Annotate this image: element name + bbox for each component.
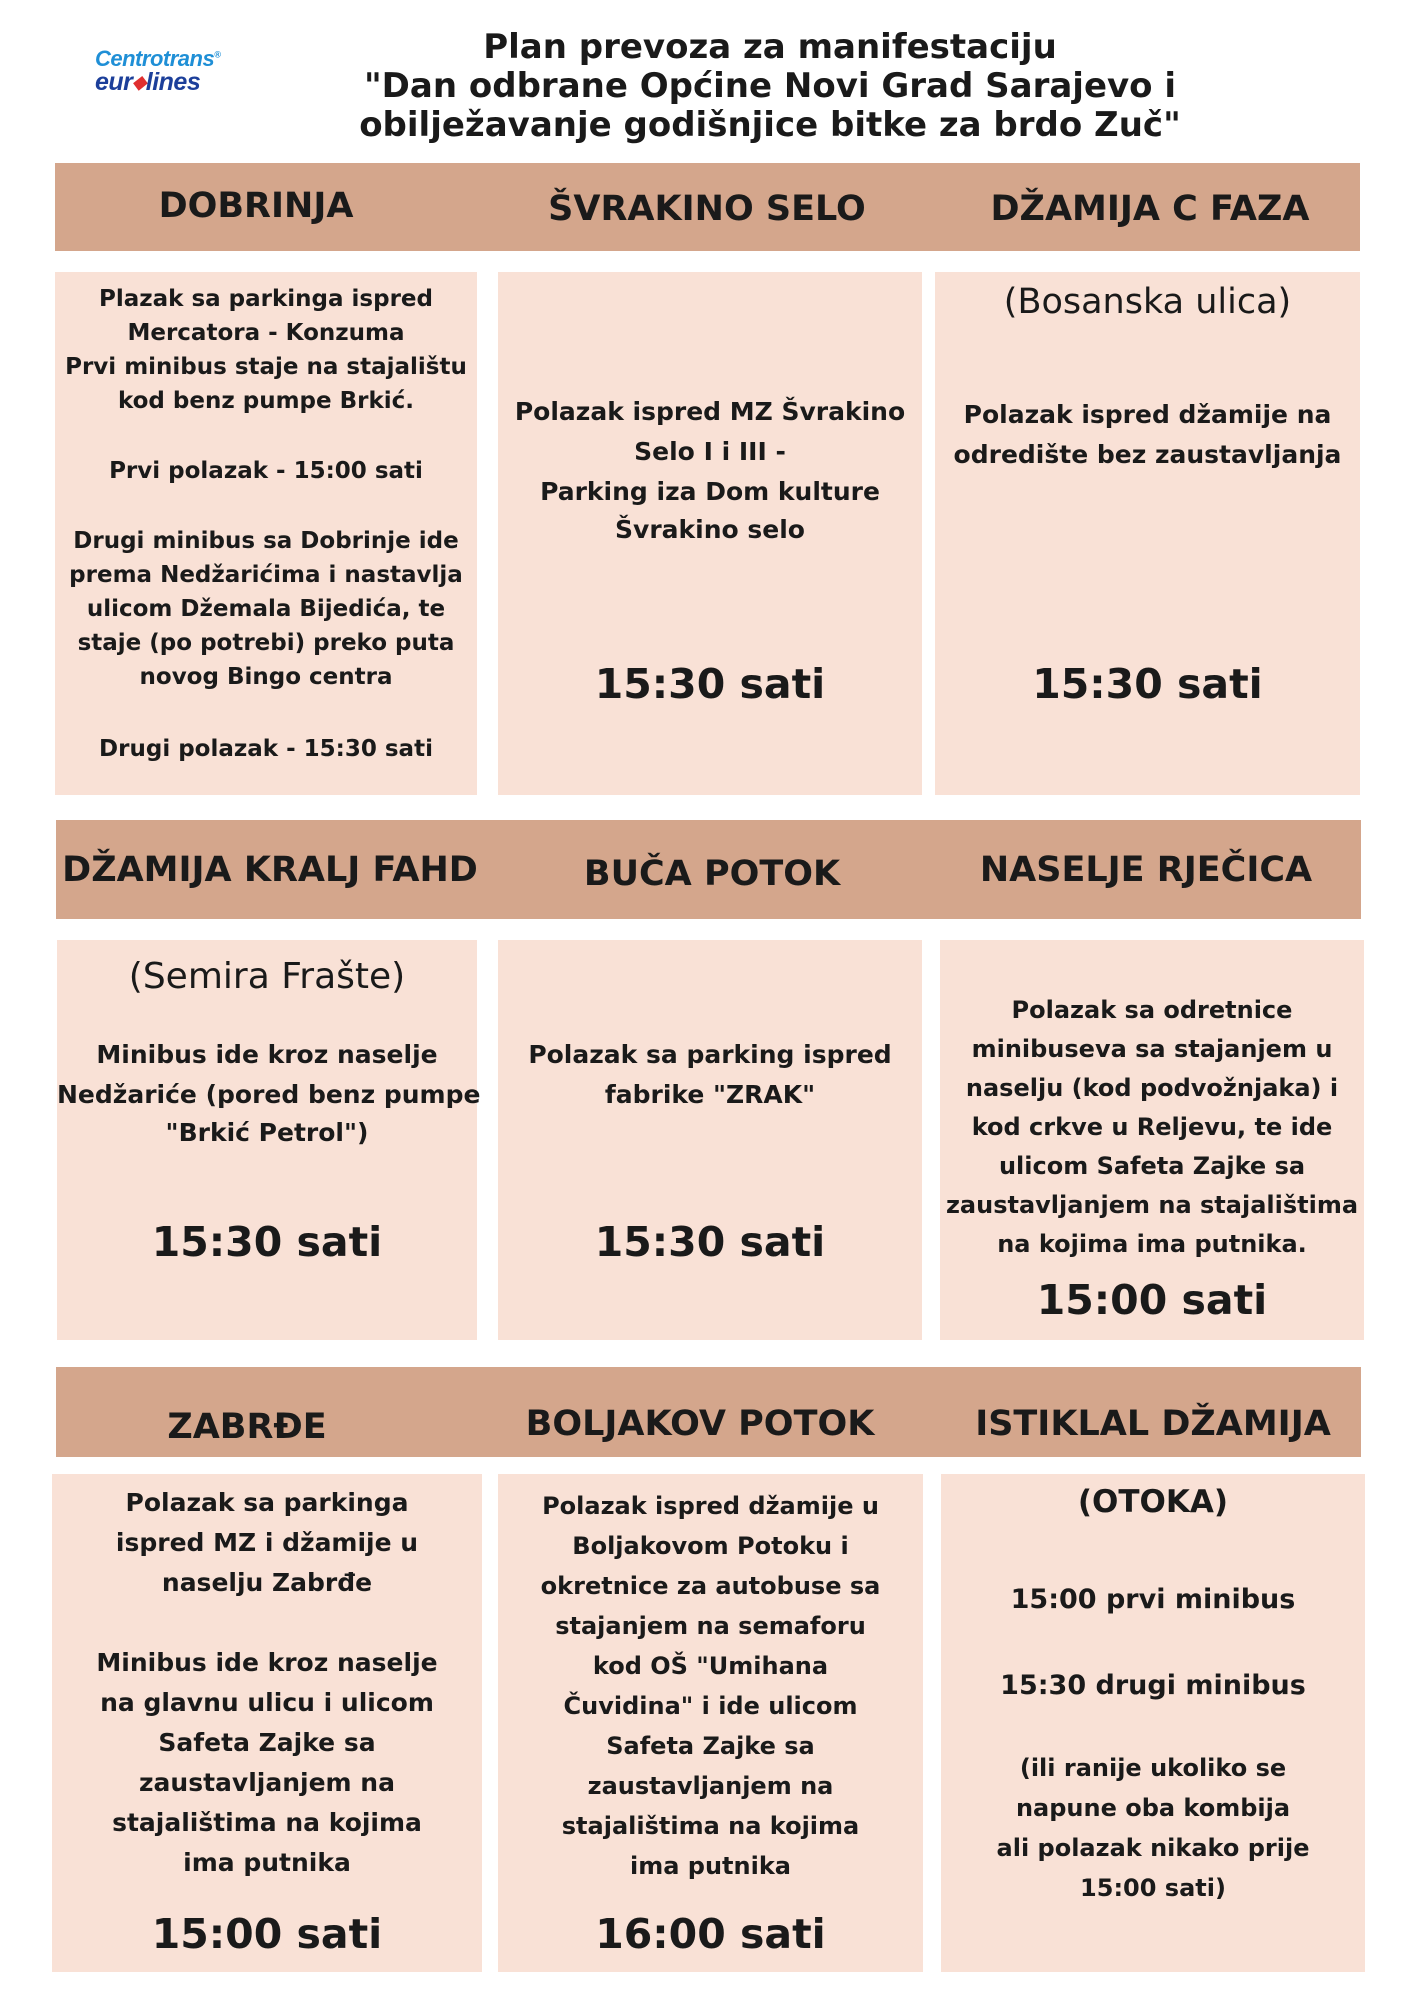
- info-line: Švrakino selo: [615, 515, 805, 544]
- location-card-dobrinja: [55, 272, 477, 795]
- departure-time: 16:00 sati: [595, 1910, 826, 1958]
- info-line: naselju (kod podvožnjaka) i: [965, 1074, 1339, 1102]
- header-istiklal-dzamija: ISTIKLAL DŽAMIJA: [975, 1404, 1331, 1444]
- departure-time: 15:00 sati: [151, 1910, 383, 1958]
- header-svrakino-selo: ŠVRAKINO SELO: [548, 189, 866, 229]
- header-boljakov-potok: BOLJAKOV POTOK: [525, 1404, 875, 1444]
- location-card-buca-potok: [498, 940, 922, 1340]
- departure-time: 15:30 sati: [151, 1218, 383, 1266]
- info-line: Prvi minibus staje na stajalištu: [65, 354, 467, 380]
- info-line: zaustavljanjem na stajalištima: [945, 1191, 1359, 1219]
- info-line: novog Bingo centra: [139, 664, 393, 690]
- info-line: fabrike "ZRAK": [604, 1080, 816, 1109]
- header-buca-potok: BUČA POTOK: [583, 854, 841, 894]
- info-line: Safeta Zajke sa: [606, 1732, 815, 1760]
- info-line: ispred MZ i džamije u: [115, 1528, 419, 1557]
- location-card-dzamija-kralj-fahd: [57, 940, 481, 1340]
- title-line-2: "Dan odbrane Općine Novi Grad Sarajevo i: [363, 66, 1177, 106]
- info-line: Prvi polazak - 15:00 sati: [109, 458, 423, 484]
- header-dzamija-c-faza: DŽAMIJA C FAZA: [990, 189, 1310, 229]
- location-subtitle: (OTOKA): [1077, 1484, 1229, 1520]
- info-line: Polazak ispred džamije u: [542, 1492, 879, 1520]
- info-line: Drugi polazak - 15:30 sati: [99, 736, 433, 762]
- departure-time: 15:00 sati: [1036, 1276, 1268, 1324]
- departure-time: 15:30 sati: [594, 1218, 826, 1266]
- page-title: [300, 28, 1240, 145]
- location-card-svrakino-selo: [498, 272, 922, 795]
- info-line: ima putnika: [630, 1852, 791, 1880]
- info-line: odredište bez zaustavljanja: [953, 440, 1342, 469]
- location-card-naselje-rjecica: [940, 940, 1364, 1340]
- info-line: kod benz pumpe Brkić.: [117, 388, 415, 414]
- info-line: napune oba kombija: [1015, 1794, 1291, 1822]
- info-line: na glavnu ulicu i ulicom: [100, 1688, 434, 1717]
- departure-second-minibus: 15:30 drugi minibus: [1000, 1670, 1306, 1701]
- info-line: Polazak sa parking ispred: [528, 1040, 892, 1069]
- info-line: zaustavljanjem na: [587, 1772, 834, 1800]
- info-line: staje (po potrebi) preko puta: [77, 630, 455, 656]
- info-line: kod crkve u Reljevu, te ide: [971, 1113, 1333, 1141]
- header-naselje-rjecica: NASELJE RJEČICA: [979, 850, 1313, 890]
- info-line: Minibus ide kroz naselje: [96, 1040, 438, 1069]
- departure-time: 15:30 sati: [594, 660, 826, 708]
- info-line: Polazak sa parkinga: [125, 1488, 409, 1517]
- info-line: stajalištima na kojima: [561, 1812, 860, 1840]
- info-line: Boljakovom Potoku i: [572, 1532, 849, 1560]
- info-line: Polazak ispred džamije na: [963, 400, 1332, 429]
- info-line: na kojima ima putnika.: [997, 1230, 1307, 1258]
- departure-first-minibus: 15:00 prvi minibus: [1010, 1584, 1296, 1615]
- info-line: Drugi minibus sa Dobrinje ide: [73, 528, 459, 554]
- info-line: Polazak sa odretnice: [1011, 996, 1293, 1024]
- header-zabrde: ZABRĐE: [167, 1407, 327, 1447]
- info-line: "Brkić Petrol"): [165, 1118, 369, 1147]
- info-line: okretnice za autobuse sa: [540, 1572, 881, 1600]
- header-dzamija-kralj-fahd: DŽAMIJA KRALJ FAHD: [62, 850, 478, 890]
- info-line: Selo I i III -: [634, 437, 786, 466]
- info-line: Čuvidina" i ide ulicom: [563, 1692, 858, 1720]
- info-line: prema Nedžarićima i nastavlja: [69, 562, 463, 588]
- location-card-istiklal-dzamija: [941, 1474, 1365, 1972]
- location-subtitle: (Semira Frašte): [128, 956, 406, 997]
- info-line: Polazak ispred MZ Švrakino: [514, 397, 906, 426]
- location-card-boljakov-potok: [498, 1474, 923, 1972]
- title-line-1: Plan prevoza za manifestaciju: [483, 27, 1057, 67]
- info-line: Nedžariće (pored benz pumpe: [57, 1080, 481, 1109]
- info-line: stajanjem na semaforu: [555, 1612, 866, 1640]
- info-line: Mercatora - Konzuma: [127, 320, 405, 346]
- info-line: Parking iza Dom kulture: [540, 477, 880, 506]
- info-line: ulicom Safeta Zajke sa: [998, 1152, 1306, 1180]
- header-dobrinja: DOBRINJA: [158, 186, 354, 226]
- title-line-3: obilježavanje godišnjice bitke za brdo Zuč": [359, 105, 1181, 145]
- info-line: ima putnika: [183, 1848, 351, 1877]
- info-line: kod OŠ "Umihana: [592, 1652, 829, 1680]
- location-subtitle: (Bosanska ulica): [1003, 282, 1292, 322]
- info-line: Plazak sa parkinga ispred: [98, 286, 433, 312]
- info-line: 15:00 sati): [1080, 1874, 1226, 1902]
- centrotrans-eurolines-logo: Centrotrans® eur◆lines: [95, 46, 221, 96]
- location-card-dzamija-c-faza: [935, 272, 1360, 795]
- location-card-zabrde: [52, 1474, 482, 1972]
- info-line: ali polazak nikako prije: [996, 1834, 1310, 1862]
- info-line: minibuseva sa stajanjem u: [971, 1035, 1333, 1063]
- info-line: Minibus ide kroz naselje: [96, 1648, 438, 1677]
- info-line: ulicom Džemala Bijedića, te: [86, 596, 446, 622]
- departure-time: 15:30 sati: [1032, 660, 1263, 708]
- info-line: Safeta Zajke sa: [158, 1728, 376, 1757]
- info-line: (ili ranije ukoliko se: [1019, 1754, 1287, 1782]
- info-line: naselju Zabrđe: [161, 1568, 373, 1597]
- info-line: zaustavljanjem na: [139, 1768, 395, 1797]
- info-line: stajalištima na kojima: [112, 1808, 422, 1837]
